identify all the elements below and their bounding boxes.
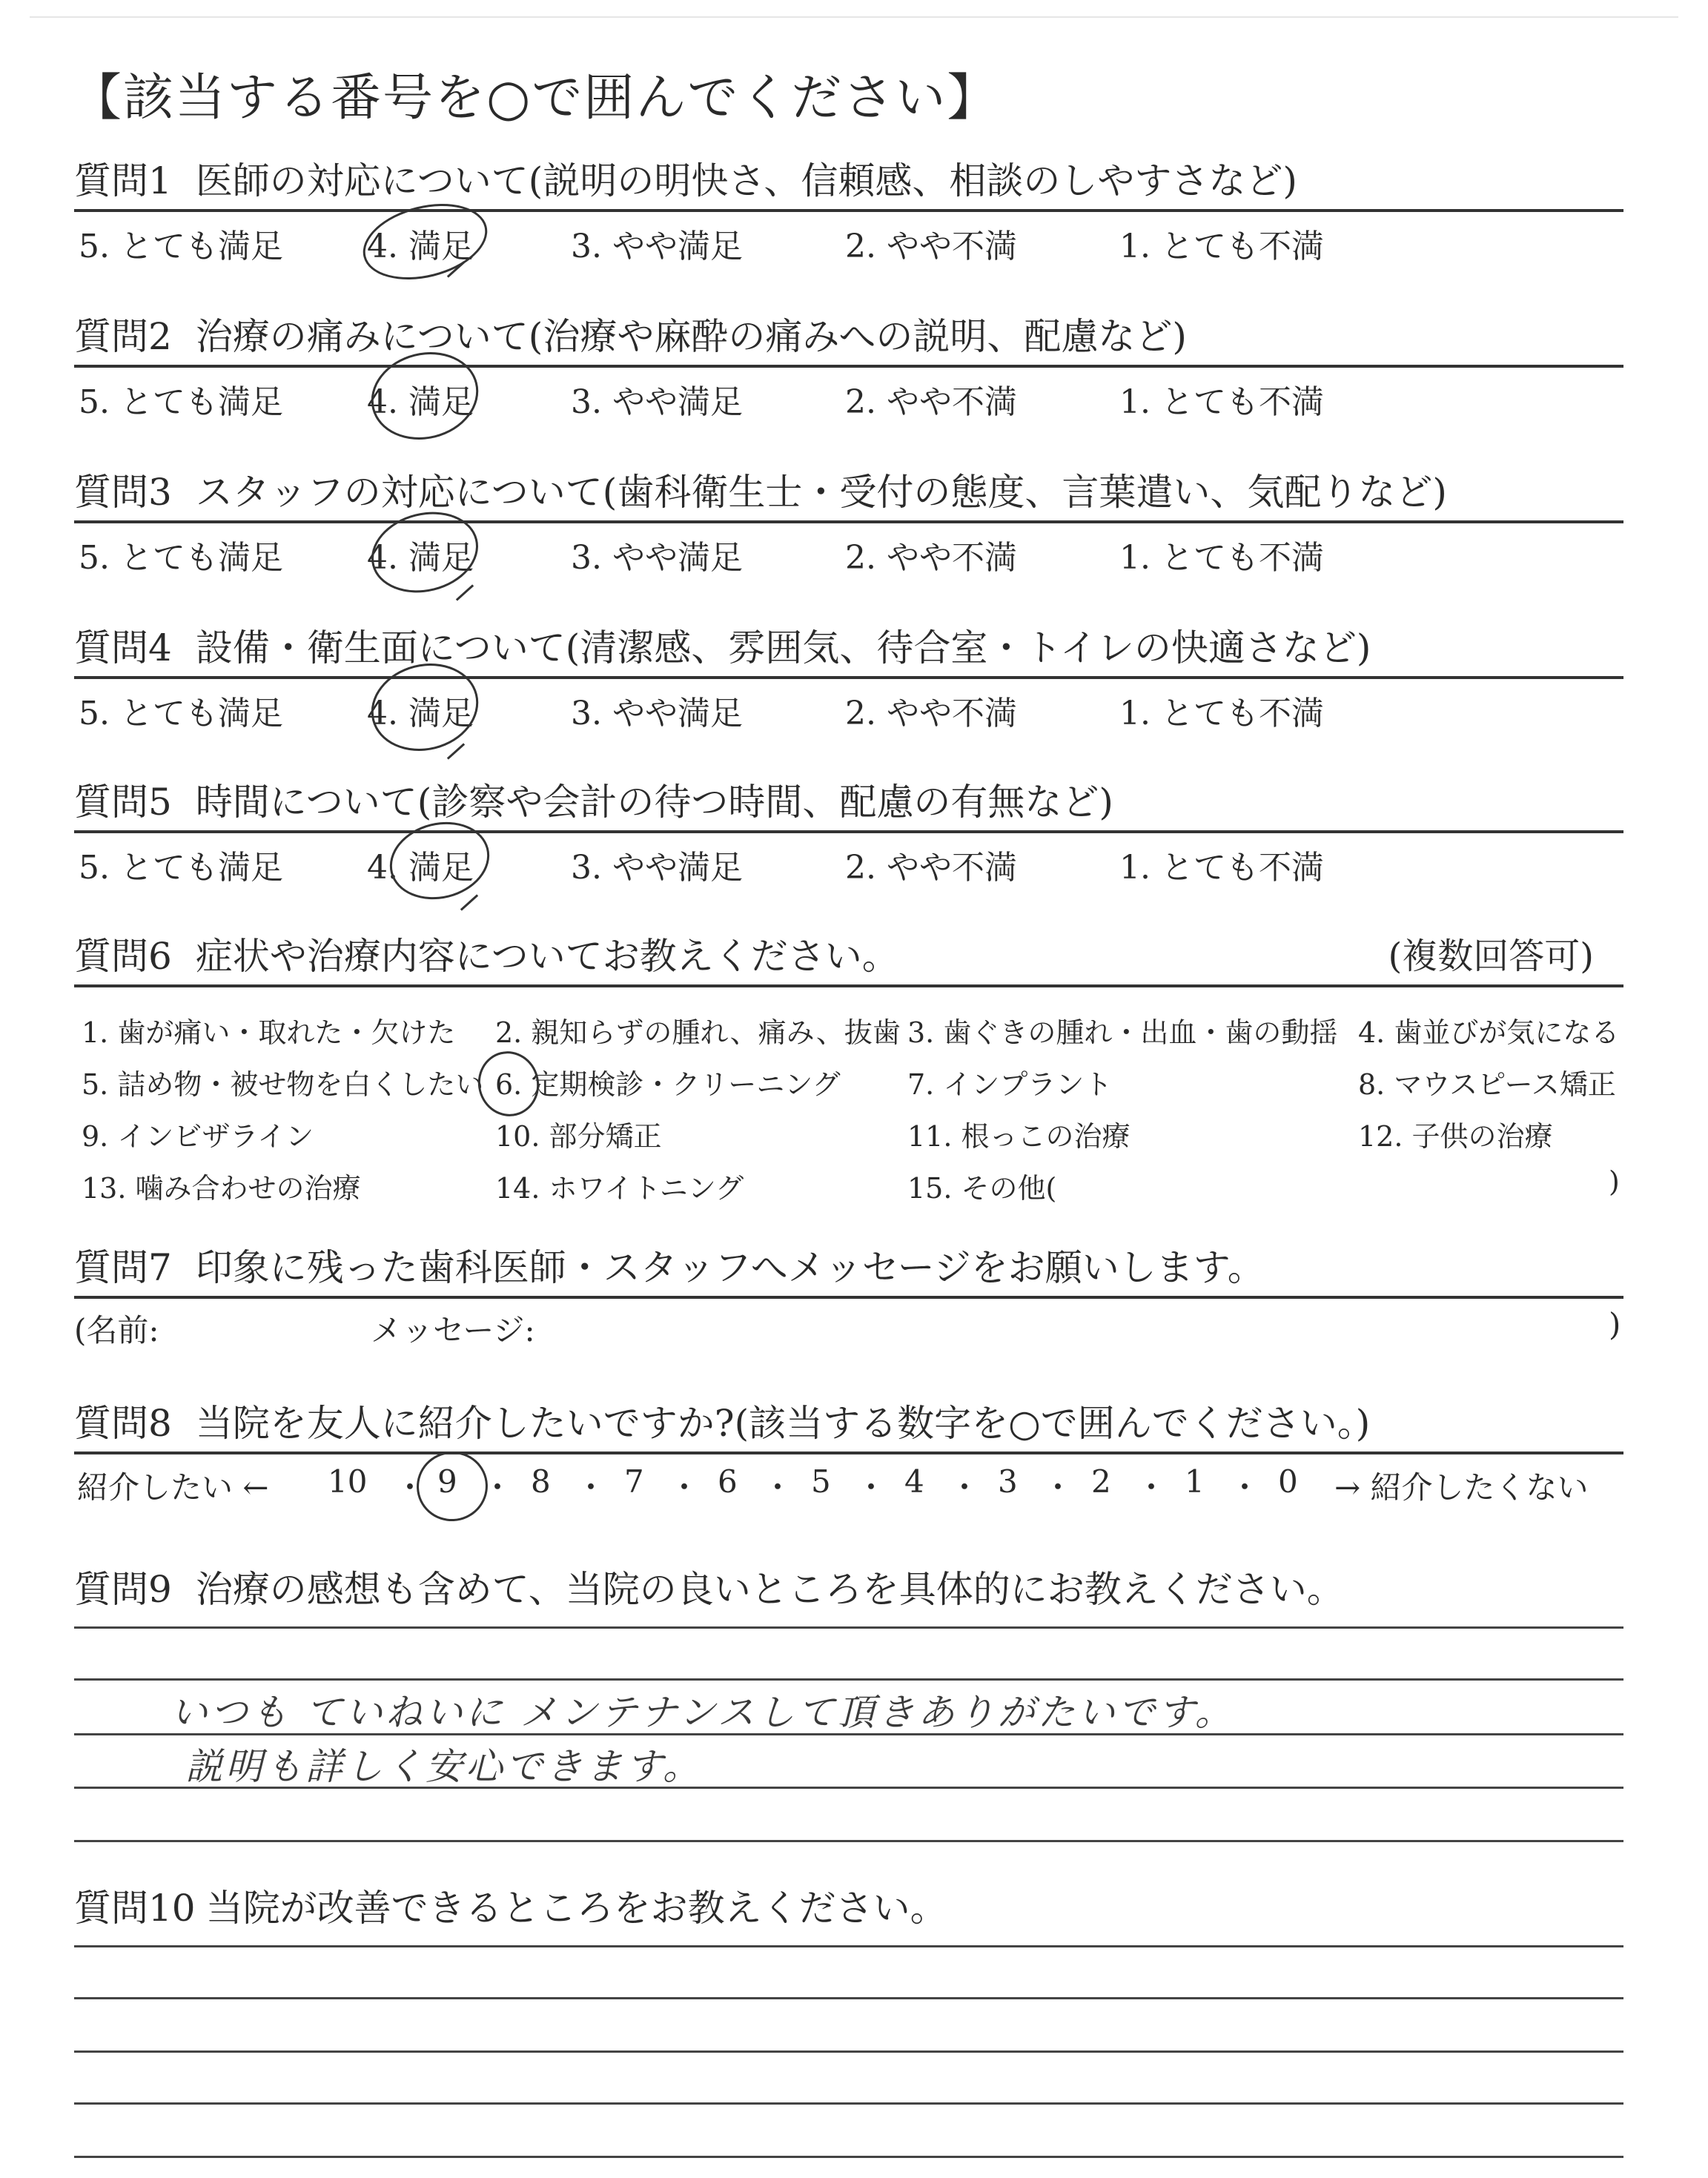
question-number: 質問4 [74,626,172,669]
treatment-option[interactable]: 5. 詰め物・被せ物を白くしたい [82,1068,484,1101]
treatment-option[interactable]: 10. 部分矯正 [495,1120,662,1153]
treatment-option[interactable]: 3. 歯ぐきの腫れ・出血・歯の動揺 [907,1016,1338,1049]
rating-options [74,368,1623,420]
answer-line [74,1678,1623,1681]
question-4 [74,623,1623,731]
question-number: 質問8 [74,1402,172,1445]
option-5[interactable]: 5. とても満足 [79,383,283,421]
treatment-option[interactable]: 11. 根っこの治療 [907,1120,1131,1153]
treatment-option[interactable]: 4. 歯並びが気になる [1358,1016,1620,1049]
treatment-option[interactable]: 12. 子供の治療 [1358,1120,1553,1153]
question-number: 質問6 [74,935,172,978]
answer-line [74,1997,1623,1999]
question-6 [74,931,1623,1210]
option-2[interactable]: 2. やや不満 [845,383,1017,421]
option-1[interactable]: 1. とても不満 [1119,228,1324,265]
question-number: 質問9 [74,1568,172,1611]
option-3[interactable]: 3. やや満足 [571,383,743,421]
treatment-option[interactable]: 1. 歯が痛い・取れた・欠けた [82,1016,456,1049]
option-3[interactable]: 3. やや満足 [571,695,743,732]
question-text: 設備・衛生面について(清潔感、雰囲気、待合室・トイレの快適さなど) [195,626,1371,669]
question-text: 症状や治療内容についてお教えください。 [195,935,899,978]
treatment-option[interactable]: 8. マウスピース矯正 [1358,1068,1616,1101]
scale-right-label: → 紹介したくない [1334,1469,1589,1506]
question-text: 印象に残った歯科医師・スタッフへメッセージをお願いします。 [195,1246,1265,1289]
scale-dot: ・ [1042,1469,1074,1506]
question-10 [74,1883,1623,2178]
message-row [74,1299,1623,1351]
question-5 [74,777,1623,885]
question-text: 当院が改善できるところをお教えください。 [205,1887,947,1930]
scale-value[interactable]: 2 [1091,1463,1111,1500]
option-5[interactable]: 5. とても満足 [79,695,283,732]
circle-tail [460,894,478,910]
rating-options [74,212,1623,264]
question-3 [74,467,1623,575]
rating-options [74,679,1623,731]
treatment-option[interactable]: 14. ホワイトニング [495,1172,744,1205]
scale-dot: ・ [949,1469,981,1506]
selection-circle [471,1045,546,1122]
message-close-paren: ) [1609,1306,1621,1343]
question-text: スタッフの対応について(歯科衛生士・受付の態度、言葉遣い、気配りなど) [195,471,1447,514]
scale-value[interactable]: 5 [811,1463,831,1500]
rating-options [74,833,1623,885]
question-number: 質問5 [74,781,172,824]
question-number: 質問3 [74,471,172,514]
selection-circle [355,192,495,292]
answer-line [74,2102,1623,2105]
treatment-option[interactable]: 7. インプラント [907,1068,1113,1101]
option-4[interactable]: 4. 満足 [367,228,474,265]
option-1[interactable]: 1. とても不満 [1119,849,1324,887]
option-4[interactable]: 4. 満足 [367,695,474,732]
option-3[interactable]: 3. やや満足 [571,539,743,577]
scale-value[interactable]: 7 [624,1463,644,1500]
question-1 [74,156,1623,264]
option-5[interactable]: 5. とても満足 [79,539,283,577]
handwritten-answer-line: いつも ていねいに メンテナンスして頂きありがたいです。 [171,1691,1235,1734]
option-5[interactable]: 5. とても満足 [79,849,283,887]
option-2[interactable]: 2. やや不満 [845,228,1017,265]
option-5[interactable]: 5. とても満足 [79,228,283,265]
option-4[interactable]: 4. 満足 [367,539,474,577]
scale-dot: ・ [669,1469,701,1506]
scale-left-label: 紹介したい ← [77,1469,269,1506]
answer-area [74,1615,1623,1896]
scale-value[interactable]: 10 [328,1463,368,1500]
option-3[interactable]: 3. やや満足 [571,849,743,887]
circle-tail [447,743,465,759]
question-8 [74,1398,1623,1506]
other-close-paren: ) [1609,1165,1620,1198]
scale-dot: ・ [482,1469,514,1506]
question-number: 質問10 [74,1887,196,1930]
scale-dot: ・ [762,1469,794,1506]
top-border [30,16,1678,18]
rating-options [74,523,1623,575]
question-9 [74,1564,1623,1896]
option-1[interactable]: 1. とても不満 [1119,539,1324,577]
scale-dot: ・ [855,1469,887,1506]
treatment-option[interactable]: 13. 噛み合わせの治療 [82,1172,361,1205]
selection-circle [409,1444,495,1529]
circle-tail [456,584,474,600]
option-1[interactable]: 1. とても不満 [1119,383,1324,421]
answer-line [74,1840,1623,1842]
name-label: (名前: [74,1312,159,1348]
answer-line [74,2156,1623,2158]
option-4[interactable]: 4. 満足 [367,849,474,887]
answer-area [74,1933,1623,2178]
scale-dot: ・ [575,1469,607,1506]
scale-dot: ・ [394,1469,426,1506]
option-4[interactable]: 4. 満足 [367,383,474,421]
option-2[interactable]: 2. やや不満 [845,849,1017,887]
recommend-scale [74,1454,1623,1506]
answer-line [74,1945,1623,1947]
question-7 [74,1242,1623,1351]
scale-value[interactable]: 1 [1185,1463,1205,1500]
answer-line [74,1626,1623,1629]
question-2 [74,311,1623,420]
question-text: 医師の対応について(説明の明快さ、信頼感、相談のしやすさなど) [195,159,1297,202]
scale-value[interactable]: 0 [1278,1463,1298,1500]
scale-value[interactable]: 8 [531,1463,551,1500]
option-3[interactable]: 3. やや満足 [571,228,743,265]
question-number: 質問7 [74,1246,172,1289]
question-number: 質問2 [74,315,172,358]
scale-value[interactable]: 4 [904,1463,924,1500]
page-title: 【該当する番号を○で囲んでください】 [71,69,999,128]
multiple-answer-note: (複数回答可) [1388,936,1594,977]
question-text: 当院を友人に紹介したいですか?(該当する数字を○で囲んでください。) [195,1402,1371,1445]
scale-dot: ・ [1229,1469,1261,1506]
option-1[interactable]: 1. とても不満 [1119,695,1324,732]
treatment-option[interactable]: 2. 親知らずの腫れ、痛み、抜歯 [495,1016,901,1049]
question-text: 治療の痛みについて(治療や麻酔の痛みへの説明、配慮など) [195,315,1187,358]
question-number: 質問1 [74,159,172,202]
scale-value[interactable]: 9 [437,1463,457,1500]
scale-value[interactable]: 3 [998,1463,1018,1500]
scale-value[interactable]: 6 [718,1463,738,1500]
answer-line [74,2050,1623,2053]
question-text: 治療の感想も含めて、当院の良いところを具体的にお教えください。 [195,1568,1344,1611]
treatment-options [74,987,1623,1210]
message-label: メッセージ: [371,1312,535,1348]
treatment-option[interactable]: 15. その他( [907,1172,1057,1205]
option-2[interactable]: 2. やや不満 [845,539,1017,577]
question-text: 時間について(診察や会計の待つ時間、配慮の有無など) [195,781,1113,824]
scale-dot: ・ [1136,1469,1168,1506]
option-2[interactable]: 2. やや不満 [845,695,1017,732]
treatment-option[interactable]: 9. インビザライン [82,1120,314,1153]
handwritten-answer-line: 説明も詳しく安心できます。 [185,1745,703,1788]
treatment-option[interactable]: 6. 定期検診・クリーニング [495,1068,841,1101]
